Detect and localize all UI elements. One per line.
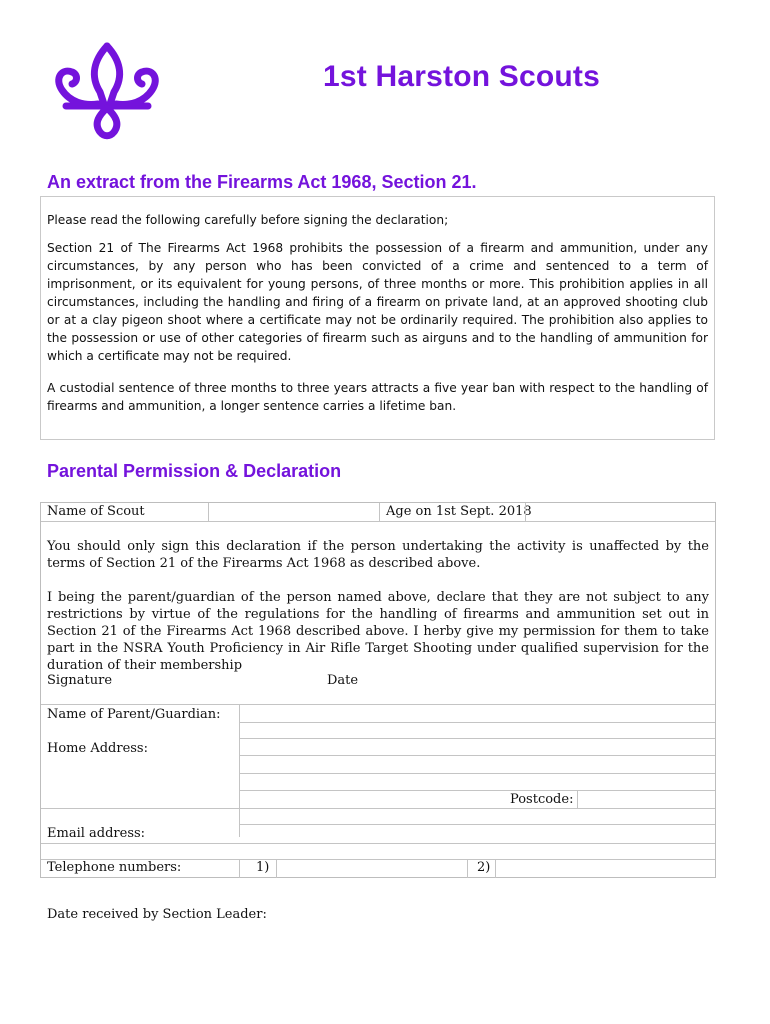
age-field[interactable]: [526, 503, 716, 521]
declaration-heading: Parental Permission & Declaration: [47, 461, 342, 481]
phone-2-label: 2): [477, 860, 491, 875]
telephone-label: Telephone numbers:: [47, 860, 182, 875]
age-label: Age on 1st Sept. 2018: [386, 504, 532, 519]
extract-intro: Please read the following carefully before signing the declaration;: [47, 213, 449, 227]
extract-box: [40, 196, 715, 440]
email-field[interactable]: [240, 825, 715, 842]
phone-1-field[interactable]: [277, 860, 467, 878]
extract-heading: An extract from the Firearms Act 1968, Section 21.: [47, 172, 477, 192]
fleur-de-lis-icon: [44, 40, 170, 146]
home-address-label: Home Address:: [47, 741, 148, 756]
name-of-scout-label: Name of Scout: [47, 504, 145, 519]
signature-label: Signature: [47, 673, 113, 688]
declaration-form: [40, 502, 716, 878]
postcode-label: Postcode:: [510, 792, 574, 807]
declaration-paragraph-2: I being the parent/guardian of the person named above, declare that they are not subject to any restrictions by virtue of the regulations for the handling of firearms and ammunition set out in Section 21 of the Firearms Act 1968 described above. I herby give my permission for them to take part in the NSRA Youth Proficiency in Air Rifle Target Shooting under qualified supervision for the duration of their membership: [47, 590, 709, 673]
declaration-paragraph-1: You should only sign this declaration if the person undertaking the activity is unaffected by the terms of Section 21 of the Firearms Act 1968 as described above.: [47, 539, 709, 571]
home-address-line-2[interactable]: [240, 756, 715, 772]
home-address-line-3[interactable]: [240, 774, 715, 790]
parent-name-label: Name of Parent/Guardian:: [47, 707, 221, 722]
date-field[interactable]: [371, 669, 671, 691]
email-label: Email address:: [47, 826, 146, 841]
extract-paragraph-1: Section 21 of The Firearms Act 1968 prohibits the possession of a firearm and ammunition, under any circumstances, by any person who has been convicted of a crime and sentenced to a term of imprisonment, or its equivalent for young persons, of three months or more. This prohibition applies in all circumstances, including the handling and firing of a firearm on private land, at an approved shooting club or at a clay pigeon shoot where a certificate may not be ordinarily required. The prohibition also applies to the possession or use of other categories of firearm such as airguns and to the handling of ammunition for which a certificate may not be required.: [47, 241, 708, 363]
extract-paragraph-2: A custodial sentence of three months to three years attracts a five year ban with respect to the handling of firearms and ammunition, a longer sentence carries a lifetime ban.: [47, 381, 708, 413]
postcode-field[interactable]: [578, 791, 715, 808]
name-of-scout-field[interactable]: [209, 503, 379, 521]
date-label: Date: [327, 673, 359, 688]
parent-name-field[interactable]: [240, 704, 715, 722]
phone-1-label: 1): [256, 860, 270, 875]
phone-2-field[interactable]: [496, 860, 715, 878]
page-title: 1st Harston Scouts: [323, 60, 600, 93]
scouts-logo: [44, 40, 170, 146]
date-received-label: Date received by Section Leader:: [47, 907, 267, 922]
home-address-line-1[interactable]: [240, 738, 715, 755]
signature-field[interactable]: [121, 669, 321, 691]
